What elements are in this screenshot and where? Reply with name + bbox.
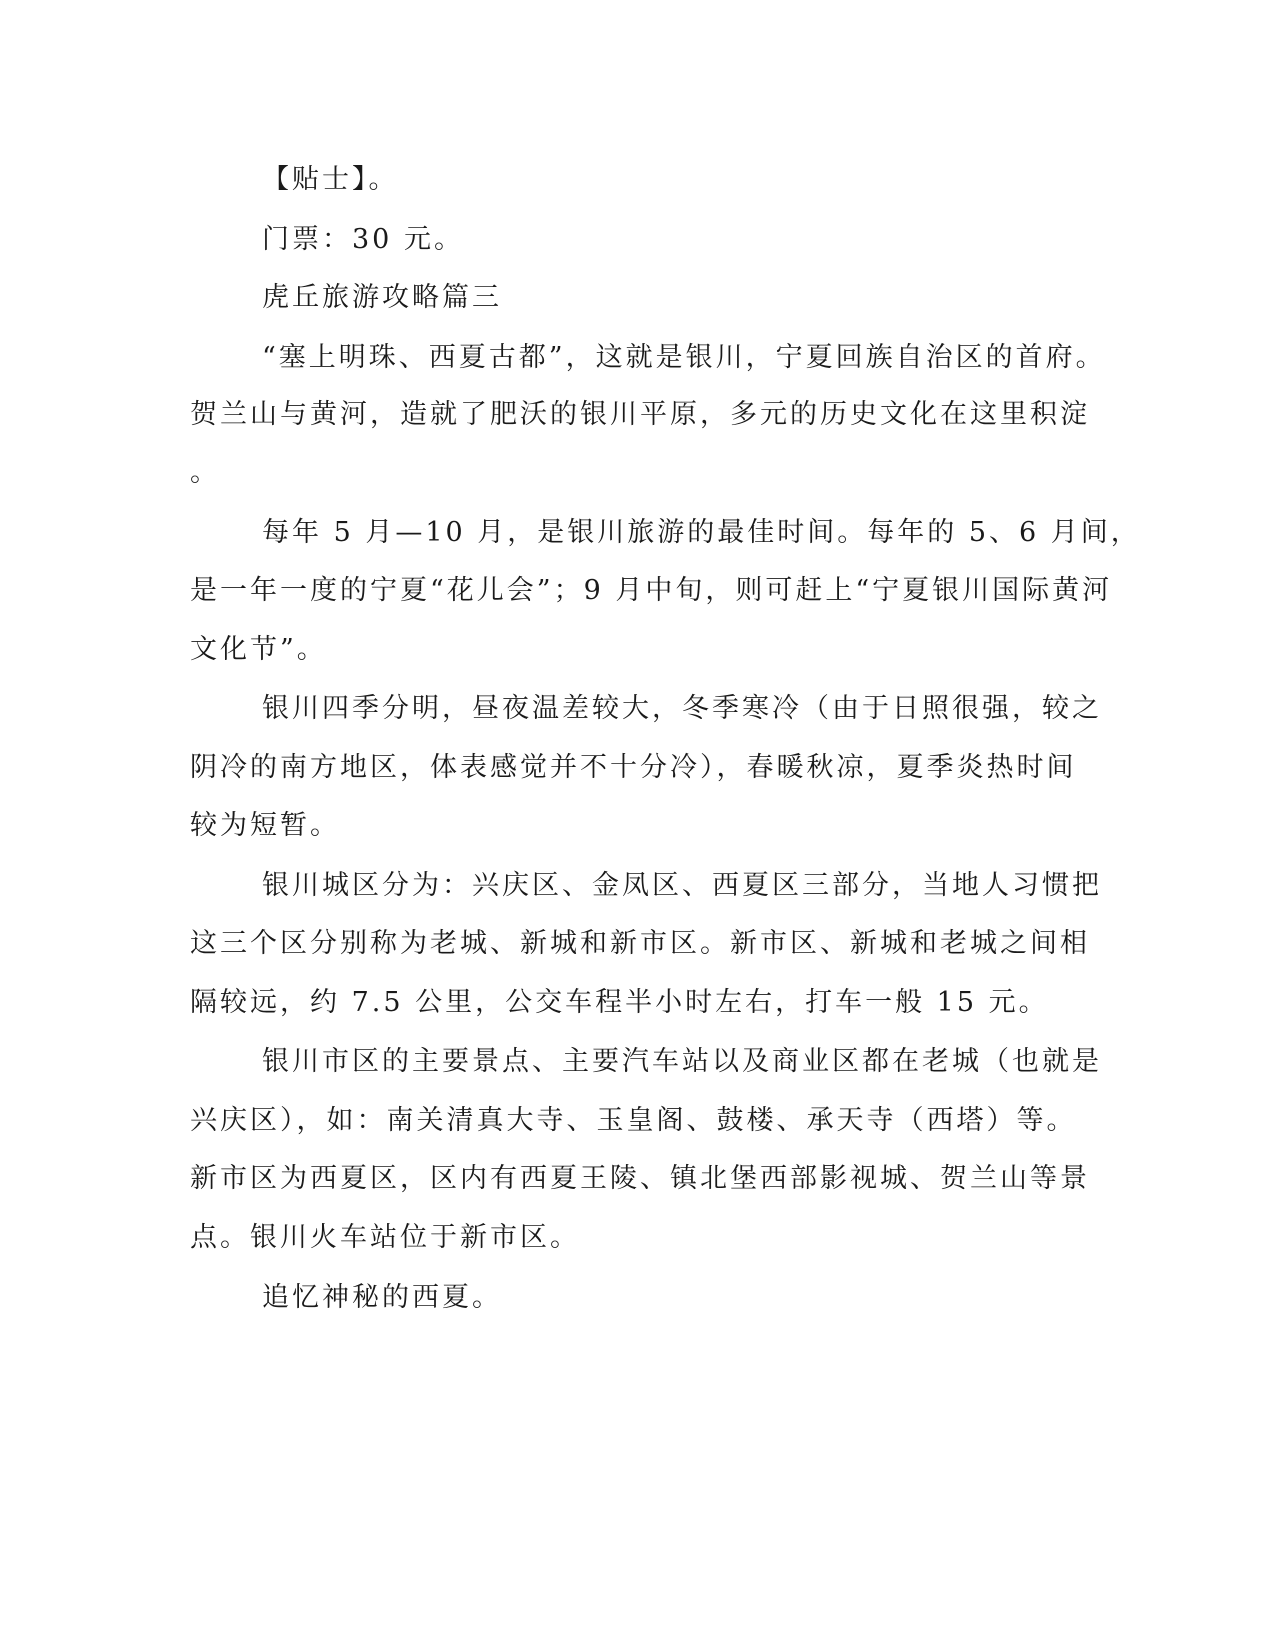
paragraph-line: 点。银川火车站位于新市区。 <box>190 1222 580 1253</box>
paragraph-line: 银川市区的主要景点、主要汽车站以及商业区都在老城（也就是 <box>262 1046 1102 1077</box>
paragraph-line: 隔较远，约 7.5 公里，公交车程半小时左右，打车一般 15 元。 <box>190 987 1049 1018</box>
paragraph-line: 是一年一度的宁夏“花儿会”；9 月中旬，则可赶上“宁夏银川国际黄河 <box>190 575 1113 606</box>
paragraph-line: “塞上明珠、西夏古都”，这就是银川，宁夏回族自治区的首府。 <box>262 342 1106 373</box>
paragraph-line: 文化节”。 <box>190 634 327 665</box>
paragraph-line: 兴庆区），如：南关清真大寺、玉皇阁、鼓楼、承天寺（西塔）等。 <box>190 1105 1077 1136</box>
paragraph-line: 新市区为西夏区，区内有西夏王陵、镇北堡西部影视城、贺兰山等景 <box>190 1163 1090 1194</box>
paragraph-line: 。 <box>190 457 220 488</box>
paragraph-line: 银川城区分为：兴庆区、金凤区、西夏区三部分，当地人习惯把 <box>262 870 1102 901</box>
paragraph-line: 这三个区分别称为老城、新城和新市区。新市区、新城和老城之间相 <box>190 928 1090 959</box>
paragraph-line: 贺兰山与黄河，造就了肥沃的银川平原，多元的历史文化在这里积淀 <box>190 399 1090 430</box>
paragraph-line: 阴冷的南方地区，体表感觉并不十分冷），春暖秋凉，夏季炎热时间 <box>190 752 1077 783</box>
closing-line: 追忆神秘的西夏。 <box>262 1282 502 1313</box>
paragraph-line: 每年 5 月—10 月，是银川旅游的最佳时间。每年的 5、6 月间， <box>262 517 1141 548</box>
paragraph-line: 较为短暂。 <box>190 810 340 841</box>
ticket-price-line: 门票：30 元。 <box>262 224 464 255</box>
tips-heading: 【贴士】。 <box>262 164 399 195</box>
section-title: 虎丘旅游攻略篇三 <box>262 282 502 313</box>
paragraph-line: 银川四季分明，昼夜温差较大，冬季寒冷（由于日照很强，较之 <box>262 693 1102 724</box>
